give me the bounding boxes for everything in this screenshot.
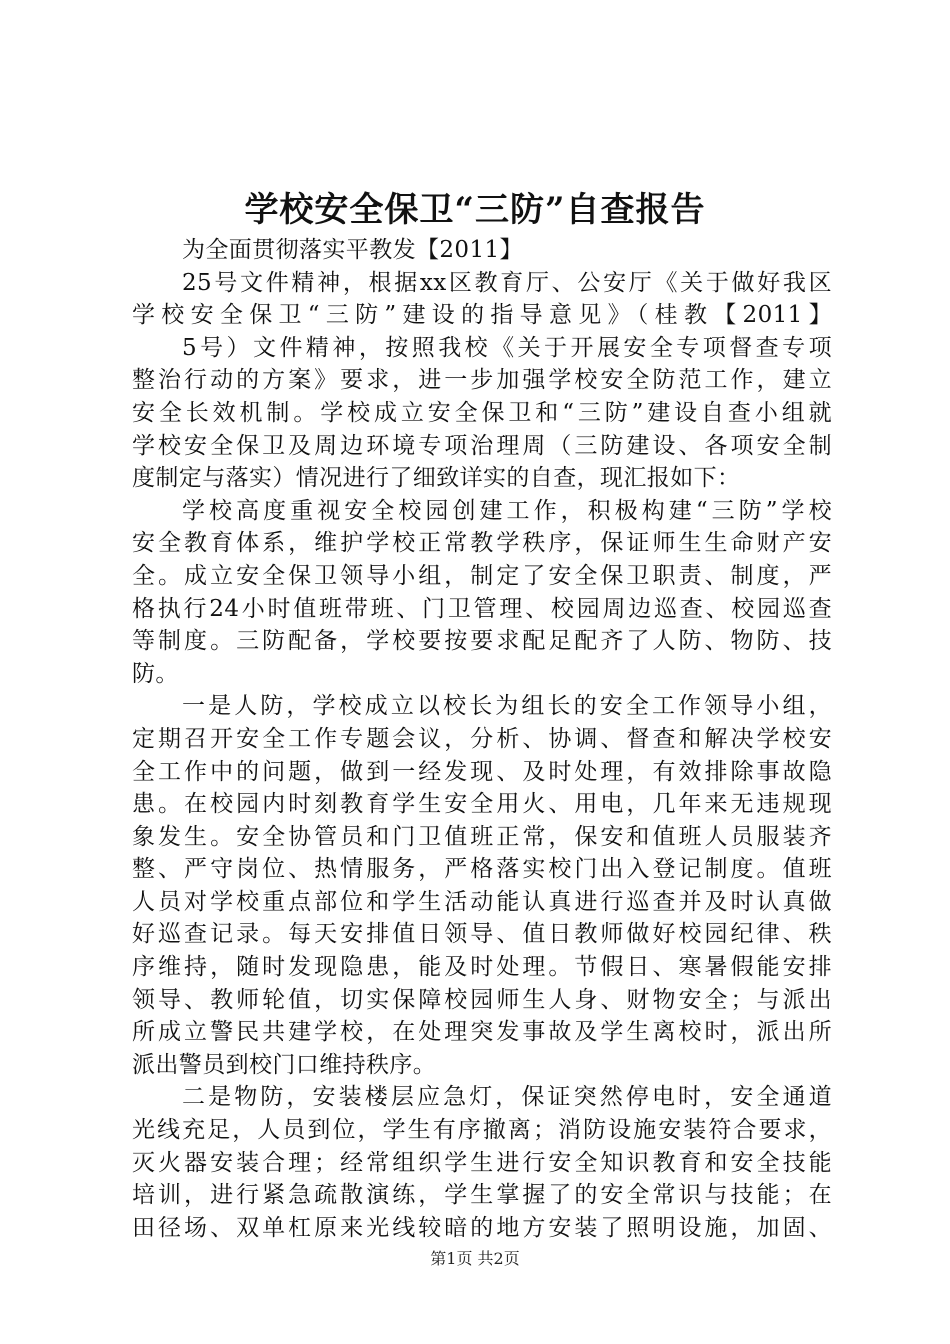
body-text-line: 二是物防，安装楼层应急灯，保证突然停电时，安全通道 bbox=[182, 1084, 832, 1111]
body-text-line: 安全教育体系，维护学校正常教学秩序，保证师生生命财产安 bbox=[132, 530, 832, 557]
body-text-line: 格执行24小时值班带班、门卫管理、校园周边巡查、校园巡查 bbox=[132, 595, 832, 622]
body-text-line: 患。在校园内时刻教育学生安全用火、用电，几年来无违规现 bbox=[132, 791, 832, 818]
body-text-line: 派出警员到校门口维持秩序。 bbox=[132, 1051, 437, 1078]
body-text-line: 光线充足，人员到位，学生有序撤离；消防设施安装符合要求， bbox=[132, 1117, 832, 1144]
body-text-line: 序维持，随时发现隐患，能及时处理。节假日、寒暑假能安排 bbox=[132, 954, 832, 981]
body-text-line: 一是人防，学校成立以校长为组长的安全工作领导小组， bbox=[182, 693, 832, 720]
body-text-line: 培训，进行紧急疏散演练，学生掌握了的安全常识与技能；在 bbox=[132, 1182, 832, 1209]
document-body bbox=[132, 234, 832, 1244]
body-text-line: 等制度。三防配备，学校要按要求配足配齐了人防、物防、技 bbox=[132, 628, 832, 655]
body-text-line: 领导、教师轮值，切实保障校园师生人身、财物安全；与派出 bbox=[132, 986, 832, 1013]
body-text-line: 全。成立安全保卫领导小组，制定了安全保卫职责、制度，严 bbox=[132, 562, 832, 589]
body-text-line: 度制定与落实）情况进行了细致详实的自查，现汇报如下： bbox=[132, 465, 741, 492]
body-text-line: 5号）文件精神，按照我校《关于开展安全专项督查专项 bbox=[182, 334, 832, 361]
document-title: 学校安全保卫“三防”自查报告 bbox=[244, 190, 706, 230]
body-text-line: 象发生。安全协管员和门卫值班正常，保安和值班人员服装齐 bbox=[132, 823, 832, 850]
body-text-line: 所成立警民共建学校，在处理突发事故及学生离校时，派出所 bbox=[132, 1019, 832, 1046]
body-text-line: 学校安全保卫及周边环境专项治理周（三防建设、各项安全制 bbox=[132, 432, 832, 459]
body-text-line: 防。 bbox=[132, 660, 179, 687]
body-text-line: 灭火器安装合理；经常组织学生进行安全知识教育和安全技能 bbox=[132, 1149, 832, 1176]
body-text-line: 学校高度重视安全校园创建工作，积极构建“三防”学校 bbox=[182, 497, 832, 524]
body-text-line: 25号文件精神，根据xx区教育厅、公安厅《关于做好我区 bbox=[182, 269, 832, 296]
page-number-footer: 第1页 共2页 bbox=[430, 1249, 520, 1268]
body-text-line: 定期召开安全工作专题会议，分析、协调、督查和解决学校安 bbox=[132, 725, 832, 752]
body-text-line: 安全长效机制。学校成立安全保卫和“三防”建设自查小组就 bbox=[132, 399, 832, 426]
body-text-line: 全工作中的问题，做到一经发现、及时处理，有效排除事故隐 bbox=[132, 758, 832, 785]
body-text-line: 好巡查记录。每天安排值日领导、值日教师做好校园纪律、秩 bbox=[132, 921, 832, 948]
body-text-line: 学校安全保卫“三防”建设的指导意见》（桂教【2011】 bbox=[132, 302, 832, 329]
body-text-line: 为全面贯彻落实平教发【2011】 bbox=[182, 237, 523, 263]
body-text-line: 整治行动的方案》要求，进一步加强学校安全防范工作，建立 bbox=[132, 367, 832, 394]
body-text-line: 人员对学校重点部位和学生活动能认真进行巡查并及时认真做 bbox=[132, 888, 832, 915]
body-text-line: 整、严守岗位、热情服务，严格落实校门出入登记制度。值班 bbox=[132, 856, 832, 883]
body-text-line: 田径场、双单杠原来光线较暗的地方安装了照明设施，加固、 bbox=[132, 1214, 832, 1241]
